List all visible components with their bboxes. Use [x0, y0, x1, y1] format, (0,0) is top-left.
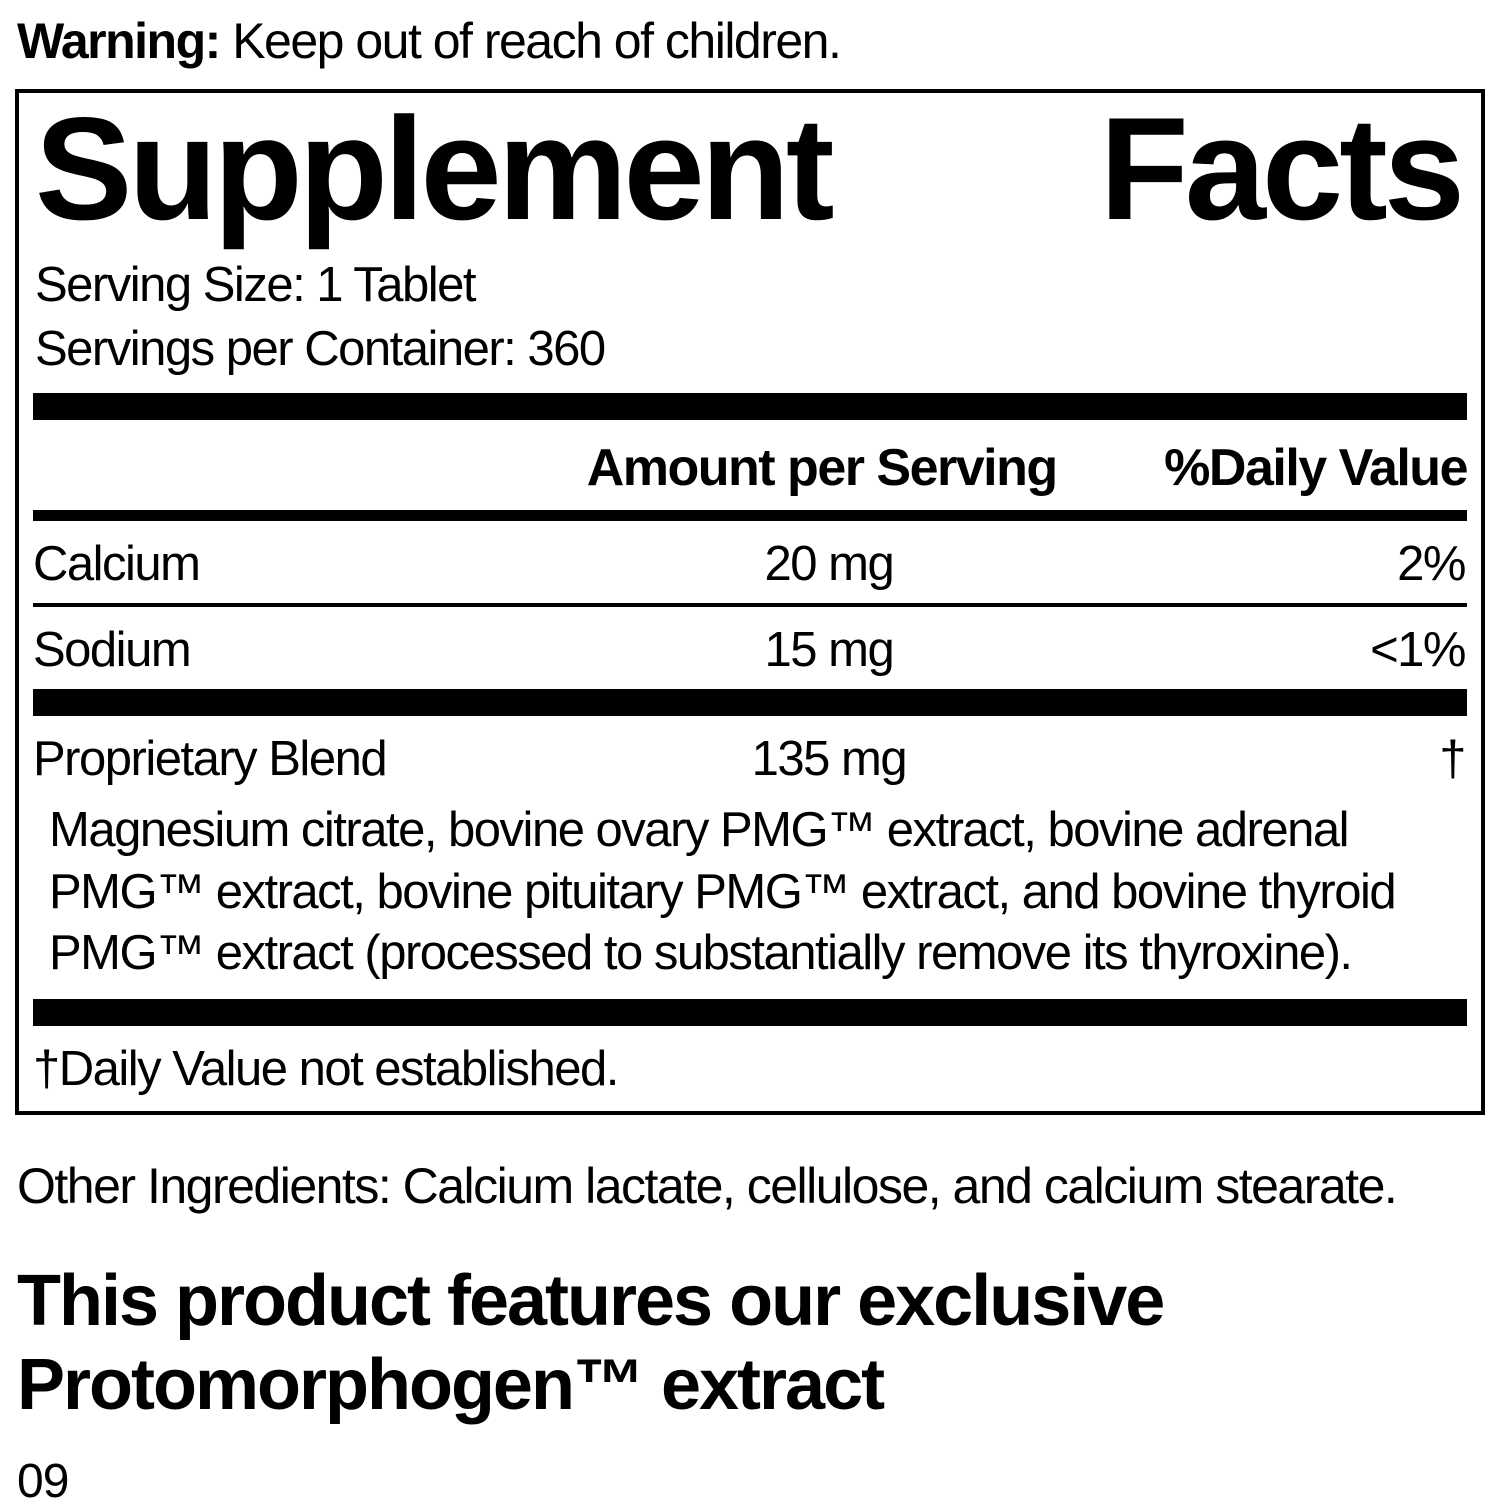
other-ingredients: Other Ingredients: Calcium lactate, cellulose, and calcium stearate.	[17, 1158, 1397, 1215]
nutrient-amount: 20 mg	[764, 537, 894, 592]
feature-heading-line2: Protomorphogen™ extract	[17, 1345, 884, 1426]
warning-text: Keep out of reach of children.	[232, 13, 841, 69]
warning-label: Warning:	[17, 13, 220, 69]
label-code: 09	[17, 1454, 69, 1508]
nutrient-row-proprietary-blend	[33, 716, 1467, 798]
nutrient-name: Proprietary Blend	[33, 732, 387, 787]
daily-value-footnote: †Daily Value not established.	[33, 1042, 618, 1097]
nutrient-row-sodium	[33, 607, 1467, 689]
column-header-daily-value: %Daily Value	[1164, 439, 1467, 498]
panel-title-word-supplement: Supplement	[35, 87, 831, 250]
servings-per-container: Servings per Container: 360	[35, 321, 605, 376]
serving-size: Serving Size: 1 Tablet	[35, 257, 476, 312]
proprietary-blend-description: Magnesium citrate, bovine ovary PMG™ extract, bovine adrenal PMG™ extract, bovine pituitary PMG™ extract, and bovine thyroid PMG™ extract (processed to substantially remove its thyroxine).	[49, 802, 1396, 981]
nutrient-amount: 135 mg	[751, 732, 907, 787]
warning-line	[17, 14, 1483, 69]
divider-bar-header	[33, 510, 1467, 521]
panel-title	[35, 87, 1461, 250]
nutrient-name: Sodium	[33, 623, 191, 678]
column-header-amount: Amount per Serving	[586, 439, 1057, 498]
nutrient-name: Calcium	[33, 537, 200, 592]
supplement-facts-panel	[15, 89, 1485, 1115]
divider-bar-middle	[33, 689, 1467, 716]
divider-bar-bottom	[33, 999, 1467, 1026]
nutrient-daily-value: 2%	[1397, 537, 1465, 592]
nutrient-amount: 15 mg	[764, 623, 894, 678]
nutrient-row-calcium	[33, 521, 1467, 607]
feature-heading	[17, 1259, 1483, 1427]
nutrient-daily-value: <1%	[1370, 623, 1465, 678]
feature-heading-line1: This product features our exclusive	[17, 1261, 1164, 1342]
nutrient-daily-value-dagger: †	[1439, 732, 1465, 787]
divider-bar-top	[33, 393, 1467, 420]
panel-title-word-facts: Facts	[1099, 87, 1461, 250]
column-header-row	[33, 420, 1467, 510]
